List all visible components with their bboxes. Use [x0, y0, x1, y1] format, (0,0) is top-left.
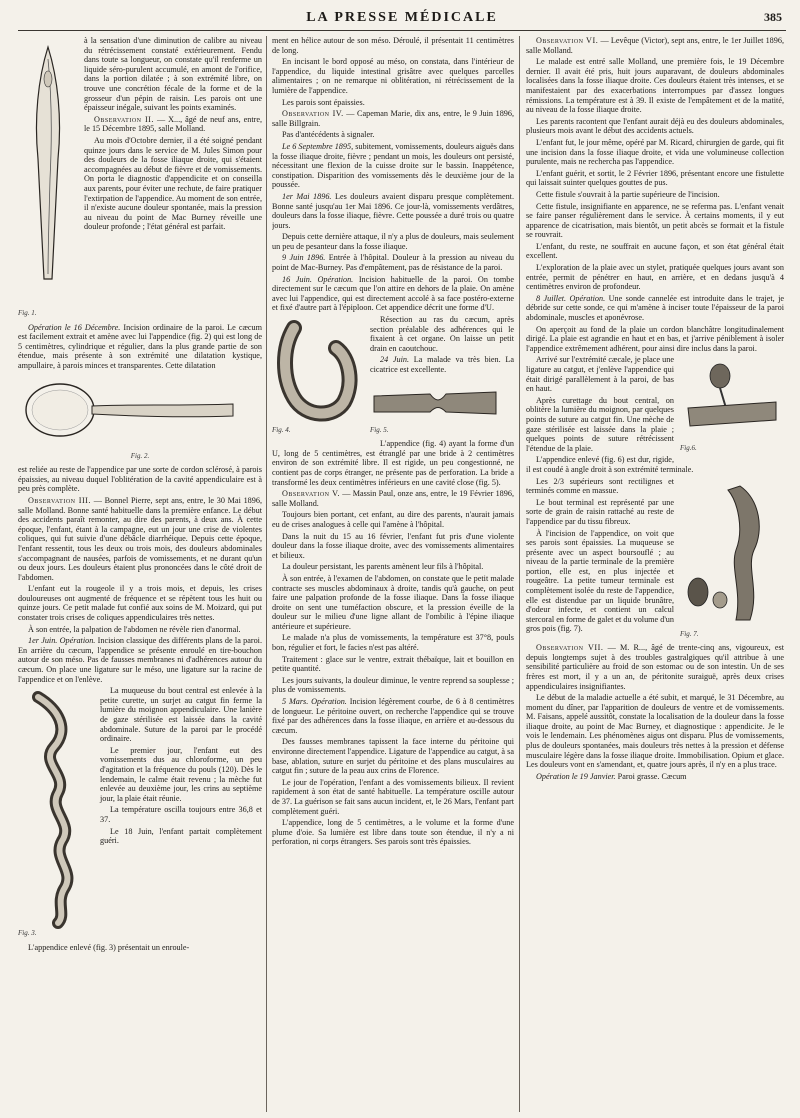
paragraph-text: Incision légèrement courbe, de 6 à 8 centimètres de longueur. Le péritoine ouvert, on recherche l'appendice qui se trouve fixé par des adhérences dans la fosse iliaque, en arrière et au-dessous du cæcum. [272, 697, 514, 735]
paragraph-text: Une sonde cannelée est introduite dans le trajet, je débride sur cette sonde, ce qui m'amène à inciser toute l'épaisseur de la paroi abdominale, muscles et aponévrose. [526, 293, 784, 323]
figure-5-caption: Fig. 5. [370, 425, 389, 434]
figure-3-caption: Fig. 3. [18, 929, 37, 938]
paragraph: En incisant le bord opposé au méso, on constata, dans l'intérieur de l'appendice, du liquide intestinal grisâtre avec quelques parcelles alimentaires ; on ne remarque ni oblitération, ni rétrécissement de la lumière de l'appendice. [272, 57, 514, 95]
paragraph: La température oscilla toujours entre 36,8 et 37. [100, 805, 262, 824]
paragraph-text: Incision ordinaire de la paroi. Le cæcum est facilement extrait et amène avec lui l'appendice (fig. 2) qui est long de 5 centimètres, cylindrique et régulier, dans la plus grande partie de son étendue, mais présente à son extrémité une dilatation kystique, ampullaire, à parois minces et transparentes. Cette dilatation [18, 322, 262, 370]
appendix-fig5-illustration [370, 380, 500, 426]
column-2 [272, 36, 514, 1112]
paragraph: Le malade est entré salle Molland, une première fois, le 19 Décembre dernier. Il avait été pris, huit jours auparavant, de douleurs abdominales localisées dans la fosse iliaque droite. Ces douleurs étaient très intenses, et se manifestaient par des exacerbations interrompues par d'assez longues rémissions. La température est à 39. Il existe de l'empâtement et de la matité, au niveau de la fosse iliaque droite. [526, 57, 784, 115]
paragraph: est reliée au reste de l'appendice par une sorte de cordon sclérosé, à parois épaissies, au niveau duquel l'oblitération de la cavité appendiculaire est à peu près complète. [18, 465, 262, 494]
figure-5 [370, 380, 500, 436]
figure-3 [18, 689, 94, 939]
paragraph: Pas d'antécédents à signaler. [282, 130, 375, 140]
page-header [18, 8, 786, 31]
paragraph: On aperçoit au fond de la plaie un cordon blanchâtre longitudinalement dirigé. La plaie est agrandie en haut et en bas, et j'arrive péniblement à isoler l'appendice extrêmement adhérent, pour ainsi dire inclus dans la paroi. [526, 324, 784, 353]
appendix-fig2-illustration [18, 374, 248, 452]
paragraph: Dans la nuit du 15 au 16 février, l'enfant fut pris d'une violente douleur dans la fosse iliaque droite, avec des vomissements alimentaires et bilieux. [272, 531, 514, 560]
paragraph: Cette fistule, insignifiante en apparence, ne se referma pas. L'enfant venait se faire panser régulièrement dans le service. À certains moments, il y eut apparence de cicatrisation, mais bientôt, un petit abcès se formait et la fistule se rouvrait. [526, 201, 784, 240]
observation-5 [272, 489, 514, 508]
paragraph-text: Les douleurs avaient disparu presque complètement. Bonne santé jusqu'au 1er Mai 1896. Ce jour-là, vomissements verdâtres, douleurs dans la fosse iliaque, fièvre. Cette poussée a duré trois ou quatre jours. [272, 191, 514, 230]
observation-7 [526, 643, 784, 691]
observation-heading: Observation V. [282, 489, 341, 499]
column-rule [519, 36, 520, 1112]
paragraph [272, 697, 514, 735]
observation-intro: — Levêque (Victor), sept ans, entre, le 1er Juillet 1896, salle Molland. [526, 36, 784, 55]
paragraph: Cette fistule s'ouvrait à la partie supérieure de l'incision. [536, 189, 720, 199]
paragraph: À l'incision de l'appendice, on voit que ses parois sont épaissies. La muqueuse se présente avec un aspect boursouflé ; au niveau de la partie terminale de la première portion, elle est, en plus injectée et rougeâtre. La petite tumeur terminale est complètement isolée du reste de l'appendice, elle est distendue par un liquide brunâtre, d'odeur infecte, et contient un calcul stercoral en forme de galet et du volume d'un gros pois (fig. 7). [526, 528, 674, 634]
column-3 [526, 36, 784, 1112]
figure-6 [680, 358, 784, 454]
paragraph [272, 142, 514, 190]
paragraph: Les parois sont épaissies. [282, 97, 365, 107]
paragraph [272, 275, 514, 313]
paragraph-text: subitement, vomissements, douleurs aiguës dans la fosse iliaque droite, fièvre ; pendant un mois, les douleurs ont persisté, nécessitant une flexion de la cuisse droite sur le bassin. Inappétence, constipation. Disparition des vomissements dès le deuxième jour de la poussée. [272, 141, 514, 190]
page-number: 385 [764, 10, 782, 24]
figure-1-caption: Fig. 1. [18, 309, 37, 317]
paragraph: Toujours bien portant, cet enfant, au dire des parents, n'aurait jamais eu de crises analogues à celle qui l'amène à l'hôpital. [272, 510, 514, 529]
column-rule [266, 36, 267, 1112]
paragraph: Après curettage du bout central, on oblitère la lumière du moignon, par quelques points de suture au catgut fin. Une mèche de gaze stérilisée est laissée dans la plaie ; quelques points de suture rétrécissent l'étendue de la plaie. [526, 395, 674, 453]
observation-heading: Observation IV. [282, 109, 344, 119]
appendix-fig3-illustration [18, 689, 94, 929]
observation-heading: Observation II. [94, 114, 154, 124]
observation-intro: — X..., âgé de neuf ans, entre, le 15 Décembre 1895, salle Molland. [84, 114, 262, 134]
paragraph-text: Incision habituelle de la paroi. On tombe directement sur le cæcum que l'on attire en dehors de la plaie. On amène avec lui l'appendice, qui est directement accolé à sa face postéro-externe et fixé d'autre part à l'épiploon. Cet appendice décrit une forme d'U. [272, 274, 514, 313]
date: 24 Juin. [380, 355, 410, 365]
paragraph: Résection au ras du cæcum, après section préalable des adhérences qui le fixaient à cet organe. On laisse un petit drain en caoutchouc. [370, 315, 514, 353]
paragraph [272, 253, 514, 272]
observation-heading: Observation VII. [536, 643, 604, 653]
paragraph: Le malade n'a plus de vomissements, la température est 37°8, pouls bon, régulier et fort, le facies n'est pas altéré. [272, 633, 514, 653]
observation-intro: — Bonnel Pierre, sept ans, entre, le 30 Mai 1896, salle Molland. Bonne santé habituelle dans la première enfance. Le début des accidents paraît remonter, au dire des parents, à deux ans. À cette époque, l'enfant, étant à la campagne, eut un jour une crise de violentes coliques, qui fut suivie d'une débâcle diarrhéique. Depuis cette époque, l'enfant ressentit, tous les deux ou trois mois, des douleurs abdominales s'accompagnant de nausées, parfois de vomissements, et ne durant qu'un ou deux jours. Les douleurs étaient plus prononcées dans le côté droit de l'abdomen. [18, 495, 262, 582]
paragraph [18, 636, 262, 684]
paragraph [526, 772, 784, 782]
figure-2-caption: Fig. 2. [130, 451, 150, 460]
paragraph: L'enfant eut la rougeole il y a trois mois, et depuis, les crises douloureuses ont augmenté de fréquence et se répètent tous les huit ou quinze jours. Ce petit malade fut confié aux soins de M. Moizard, qui put constater trois crises de coliques appendiculaires très nettes. [18, 584, 262, 623]
observation-6 [526, 36, 784, 55]
observation-heading: Observation III. [28, 495, 91, 505]
observation-heading: Observation VI. [536, 36, 599, 45]
paragraph: La muqueuse du bout central est enlevée à la petite curette, un surjet au catgut fin ferme la lumière du moignon appendiculaire. Une lanière de gaze stérilisée est laissée dans la cavité abdominale. Suture de la paroi par le procédé ordinaire. [100, 686, 262, 744]
operation-date: 5 Mars. Opération. [282, 697, 347, 707]
operation-date: 8 Juillet. Opération. [536, 293, 606, 303]
paragraph: Arrivé sur l'extrémité cæcale, je place une ligature au catgut, et j'enlève l'appendice qui était dirigé parallèlement à la paroi, de bas en haut. [526, 355, 674, 394]
paragraph: Le premier jour, l'enfant eut des vomissements dus au chloroforme, un peu d'agitation et la fréquence du pouls (120). Dès le lendemain, le calme était revenu ; la mèche fut enlevée au deuxième jour, les crins au septième jour, la plaie était réunie. [100, 745, 262, 803]
paragraph [18, 323, 262, 371]
paragraph: L'enfant, du reste, ne souffrait en aucune façon, et son état général était excellent. [526, 241, 784, 261]
observation-intro: — M. R..., âgé de trente-cinq ans, vigoureux, est depuis longtemps sujet à des troubles gastralgiques qu'il attribue à une sensibilité particulière au froid de son estomac ou de son intestin. Un de ses frères est mort, il y a un an, de péritonite suraiguë, après deux crises appendiculaires insignifiantes. [526, 643, 784, 691]
paragraph [272, 192, 514, 230]
journal-title: LA PRESSE MÉDICALE [306, 10, 498, 25]
paragraph: Le jour de l'opération, l'enfant a des vomissements bilieux. Il revient rapidement à son état de santé habituelle. La température oscille autour de 37. La guérison se fait sans aucun incident, et, le 26 Mars, l'enfant part complètement guéri. [272, 777, 514, 816]
paragraph: Traitement : glace sur le ventre, extrait thébaïque, lait et bouillon en petite quantité. [272, 654, 514, 674]
paragraph: Les 2/3 supérieurs sont rectilignes et terminés comme en massue. [526, 476, 674, 496]
date: Le 6 Septembre 1895, [282, 141, 354, 151]
paragraph-text: Paroi grasse. Cæcum [617, 771, 687, 781]
paragraph: La douleur persistant, les parents amènent leur fils à l'hôpital. [282, 562, 484, 572]
operation-date: Opération le 16 Décembre. [28, 322, 121, 332]
paragraph: L'exploration de la plaie avec un stylet, pratiquée quelques jours avant son entrée, permit de pénétrer en haut, en arrière, et en dedans jusqu'à 4 centimètres environ de profondeur. [526, 263, 784, 292]
figure-6-caption: Fig.6. [680, 444, 697, 453]
paragraph: Le début de la maladie actuelle a été subit, et marqué, le 31 Décembre, au moment du dîner, par l'apparition de douleurs de ventre et de vomissements. M. Faisans, appelé aussitôt, constate la localisation de la douleur dans la fosse iliaque droite, au point de Mac Burney, et diagnostique : appendicite. Je le vois le lendemain. Les phénomènes aigus ont disparu. Plus de vomissements, plus de douleurs spontanées, mais douleurs très nettes à la pression et défense musculaire légère dans la fosse iliaque droite. Immobilisation. Opium et glace. Les douleurs vont en s'amendant, et, quatre jours après, il n'y en a plus trace. [526, 693, 784, 770]
figure-4 [272, 318, 364, 436]
paragraph: L'appendice enlevé (fig. 6) est dur, rigide, il est coudé à angle droit à son extrémité terminale. [526, 455, 694, 474]
paragraph: Le 18 Juin, l'enfant partait complètement guéri. [100, 826, 262, 846]
observation-intro: — Massin Paul, onze ans, entre, le 19 Février 1896, salle Molland. [272, 489, 514, 508]
paragraph: L'enfant guérit, et sortit, le 2 Février 1896, présentant encore une fistulette qui laissait suinter quelques gouttes de pus. [526, 168, 784, 188]
paragraph: L'enfant fut, le jour même, opéré par M. Ricard, chirurgien de garde, qui fit une incision dans la fosse iliaque droite, et vida une volumineuse collection purulente, mais ne rechercha pas l'appendice. [526, 137, 784, 167]
date: 9 Juin 1896. [282, 253, 326, 263]
paragraph: Les parents racontent que l'enfant aurait déjà eu des douleurs abdominales, plusieurs mois avant le début des accidents actuels. [526, 116, 784, 136]
appendix-fig4-illustration [272, 318, 364, 426]
appendix-fig7-illustration [680, 480, 784, 630]
paragraph: À son entrée, à l'examen de l'abdomen, on constate que le petit malade contracte ses muscles abdominaux à droite, tandis qu'à gauche, on peut faire une palpation profonde de la fosse iliaque. Dans la fosse iliaque droite on sent une tuméfaction obscure, et la pression éveille de la douleur sur le milieu d'une ligne allant de l'ombilic à l'épine iliaque antérieure et supérieure. [272, 573, 514, 631]
paragraph: L'appendice, long de 5 centimètres, a le volume et la forme d'une plume d'oie. Sa lumière est libre dans toute son étendue, il n'y a ni perforation, ni corps étrangers. Ses parois sont très épaissies. [272, 818, 514, 847]
figure-1 [18, 39, 78, 319]
paragraph: Le bout terminal est représenté par une sorte de grain de raisin rattaché au reste de l'appendice par du tissu fibreux. [526, 497, 674, 526]
appendix-fig6-illustration [680, 358, 784, 444]
date: 1er Mai 1896. [282, 191, 332, 201]
paragraph: Les jours suivants, la douleur diminue, le ventre reprend sa souplesse ; plus de vomissements. [272, 675, 514, 695]
paragraph: À son entrée, la palpation de l'abdomen ne révèle rien d'anormal. [28, 624, 241, 634]
paragraph: L'appendice enlevé (fig. 3) présentait un enroule- [28, 942, 190, 952]
operation-date: 1er Juin. Opération. [28, 636, 96, 646]
paragraph: Au mois d'Octobre dernier, il a été soigné pendant quinze jours dans le service de M. Jules Simon pour des douleurs de la fosse iliaque droite, qui s'étaient accompagnées au début de fièvre et de vomissements. On porta le diagnostic d'appendicite et on conseilla aux parents, pour éviter une rechute, de faire pratiquer l'extirpation de l'appendice. Au moment de son entrée, il n'existe aucune douleur spontanée, mais la pression au niveau du point de Mac Burney réveille une douleur profonde ; l'état général est parfait. [84, 135, 262, 232]
observation-3 [18, 496, 262, 582]
paragraph-text: Incision classique des différents plans de la paroi. En arrière du cæcum, l'appendice se présente enroulé en tire-bouchon autour de son méso. Pas de fausses membranes ni d'adhérences autour du cæcum. On place une ligature sur le méso, une ligature sur la racine de l'appendice et on l'enlève. [18, 636, 262, 684]
appendix-fig1-illustration [18, 39, 78, 309]
paragraph: Des fausses membranes tapissent la face interne du péritoine qui environne directement l'appendice. Ligature de l'appendice au catgut, à sa base, ablation, suture en surjet du péritoine et des plans musculaires au catgut fin ; suture de la peau aux crins de Florence. [272, 737, 514, 776]
paragraph: à la sensation d'une diminution de calibre au niveau du rétrécissement constaté extérieurement. Fendu dans toute sa longueur, on constate qu'il renferme un liquide séro-purulent accumulé, en amont de l'orifice, dans la portion dilatée ; à son extrémité libre, on trouve une concrétion fécale de la forme et de la grosseur d'un pépin de raisin. Les parois ont une épaisseur inégale, suivant les points examinés. [84, 36, 262, 113]
paragraph: L'appendice (fig. 4) ayant la forme d'un U, long de 5 centimètres, est étranglé par une bride à 2 centimètres environ de son extrémité libre. Il est rigide, un peu congestionné, ne contient pas de corps étranger, ne présente pas de perforation. La bride a transformé les deux centimètres inférieurs en une cavité close (fig. 5). [272, 439, 514, 487]
observation-4 [272, 109, 514, 128]
operation-date: 16 Juin. Opération. [282, 274, 354, 284]
observation-intro: — Capeman Marie, dix ans, entre, le 9 Juin 1896, salle Billgrain. [272, 109, 514, 128]
figure-7-caption: Fig. 7. [680, 629, 699, 638]
paragraph: ment en hélice autour de son méso. Déroulé, il présentait 11 centimètres de long. [272, 36, 514, 55]
figure-2 [18, 374, 262, 462]
paragraph [526, 294, 784, 323]
figure-7 [680, 480, 784, 640]
paragraph: Depuis cette dernière attaque, il n'y a plus de douleurs, mais seulement un peu de pesanteur dans la fosse iliaque. [272, 232, 514, 251]
figure-4-caption: Fig. 4. [272, 426, 291, 435]
paragraph-text: Entrée à l'hôpital. Douleur à la pression au niveau du point de Mac-Burney. Pas d'empâtement, pas de résistance de la paroi. [272, 253, 514, 273]
paragraph-text: La malade va très bien. La cicatrice est excellente. [370, 355, 514, 374]
column-1 [18, 36, 262, 1112]
operation-date: Opération le 19 Janvier. [536, 771, 616, 781]
